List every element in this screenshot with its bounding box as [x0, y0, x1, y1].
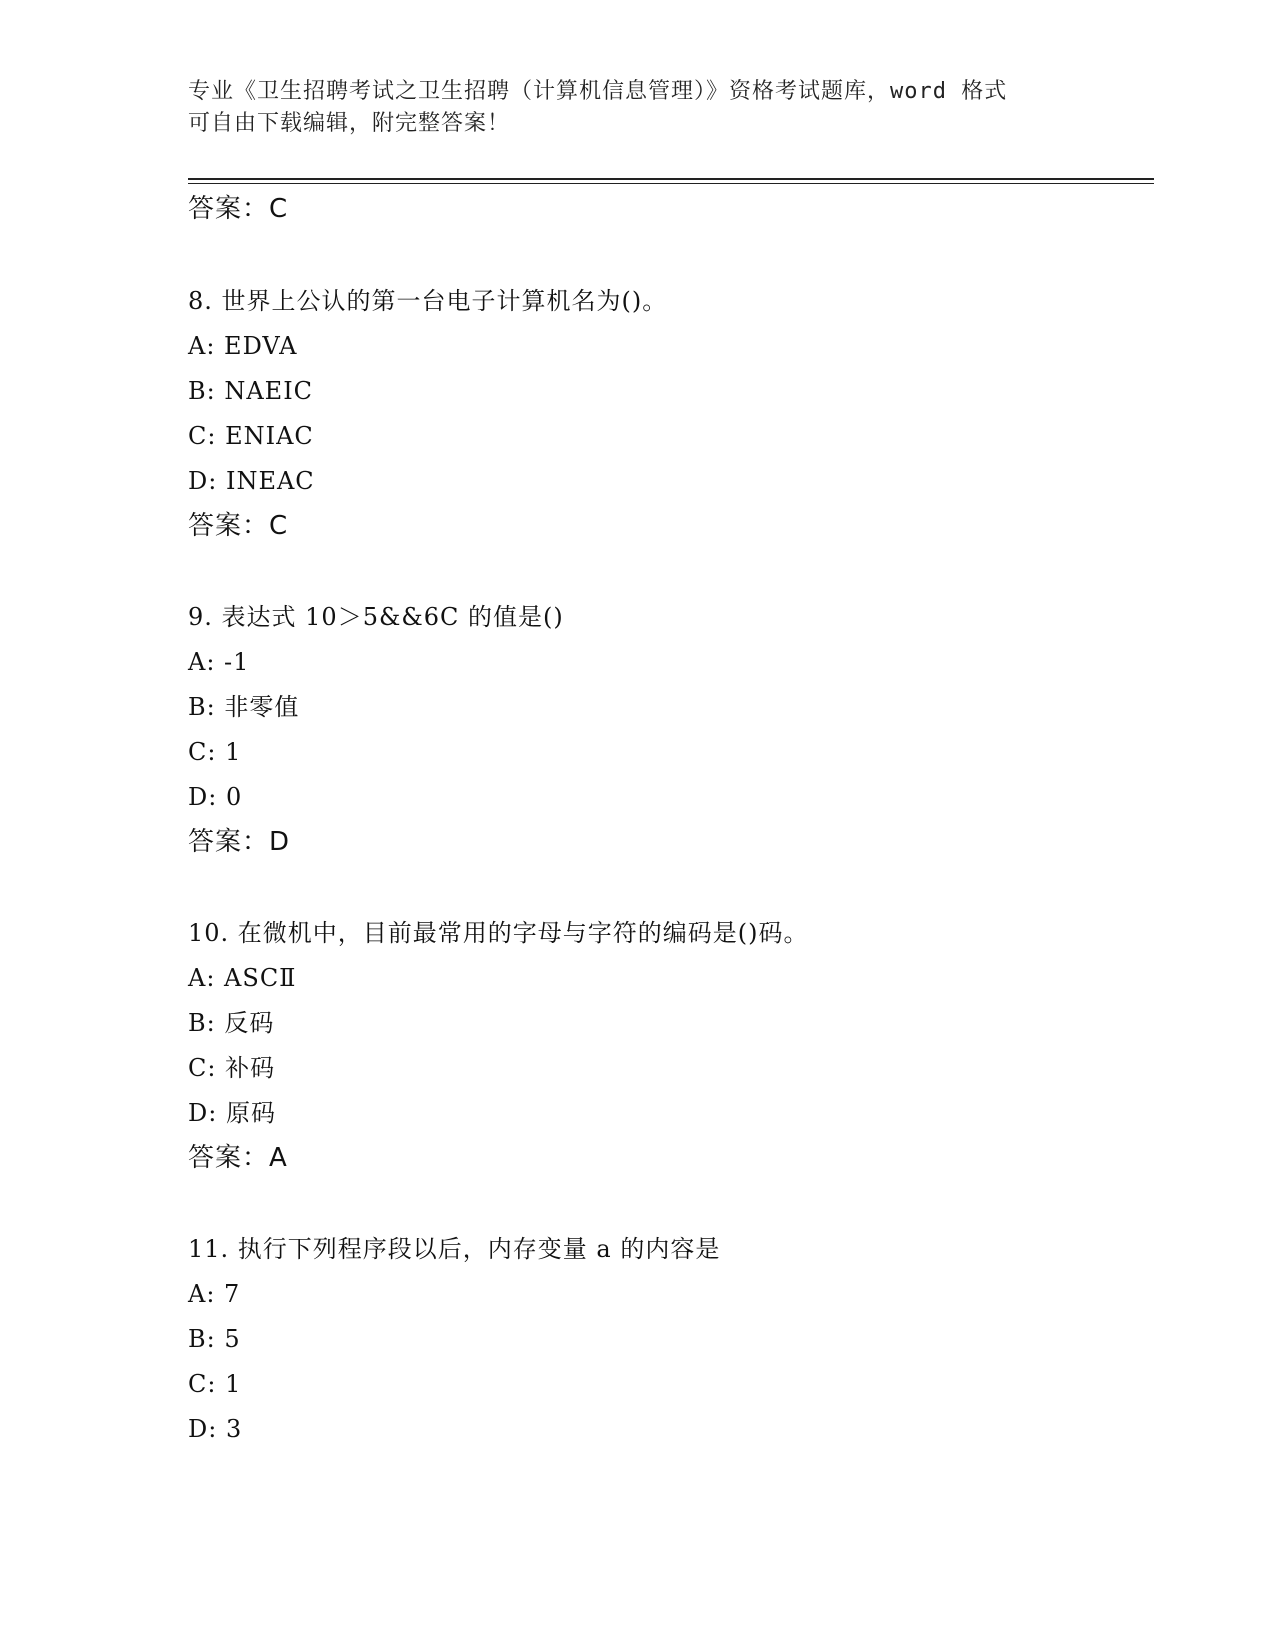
question-8-stem: 8. 世界上公认的第一台电子计算机名为()。 [188, 287, 668, 315]
question-11-stem: 11. 执行下列程序段以后，内存变量 a 的内容是 [188, 1235, 721, 1263]
header-line-1: 专业《卫生招聘考试之卫生招聘（计算机信息管理）》资格考试题库，word 格式 [188, 79, 1008, 104]
question-11-option-b: B: 5 [188, 1325, 241, 1353]
header-line-2: 可自由下载编辑，附完整答案！ [188, 111, 511, 136]
question-8-option-b: B: NAEIC [188, 377, 314, 405]
question-8-option-d: D: INEAC [188, 467, 315, 495]
question-10-stem: 10. 在微机中，目前最常用的字母与字符的编码是()码。 [188, 919, 809, 947]
document-header [188, 76, 1088, 140]
question-10-option-a: A: ASCⅡ [188, 964, 297, 992]
question-11-option-c: C: 1 [188, 1370, 242, 1398]
question-9-option-c: C: 1 [188, 738, 242, 766]
question-11-option-a: A: 7 [188, 1280, 241, 1308]
question-8-answer: 答案：C [188, 511, 289, 541]
question-9-option-b: B: 非零值 [188, 693, 300, 721]
question-8-option-a: A: EDVA [188, 332, 298, 360]
question-9-stem: 9. 表达式 10＞5&&6C 的值是() [188, 603, 564, 631]
question-10-answer: 答案：A [188, 1143, 288, 1173]
question-9-option-d: D: 0 [188, 783, 243, 811]
question-9-option-a: A: -1 [188, 648, 250, 676]
question-10-option-c: C: 补码 [188, 1054, 276, 1082]
question-9-answer: 答案：D [188, 827, 291, 857]
question-11-option-d: D: 3 [188, 1415, 243, 1443]
answer-prev: 答案：C [188, 194, 289, 224]
header-divider [188, 178, 1154, 184]
question-10-option-b: B: 反码 [188, 1009, 275, 1037]
question-10-option-d: D: 原码 [188, 1099, 276, 1127]
question-8-option-c: C: ENIAC [188, 422, 314, 450]
